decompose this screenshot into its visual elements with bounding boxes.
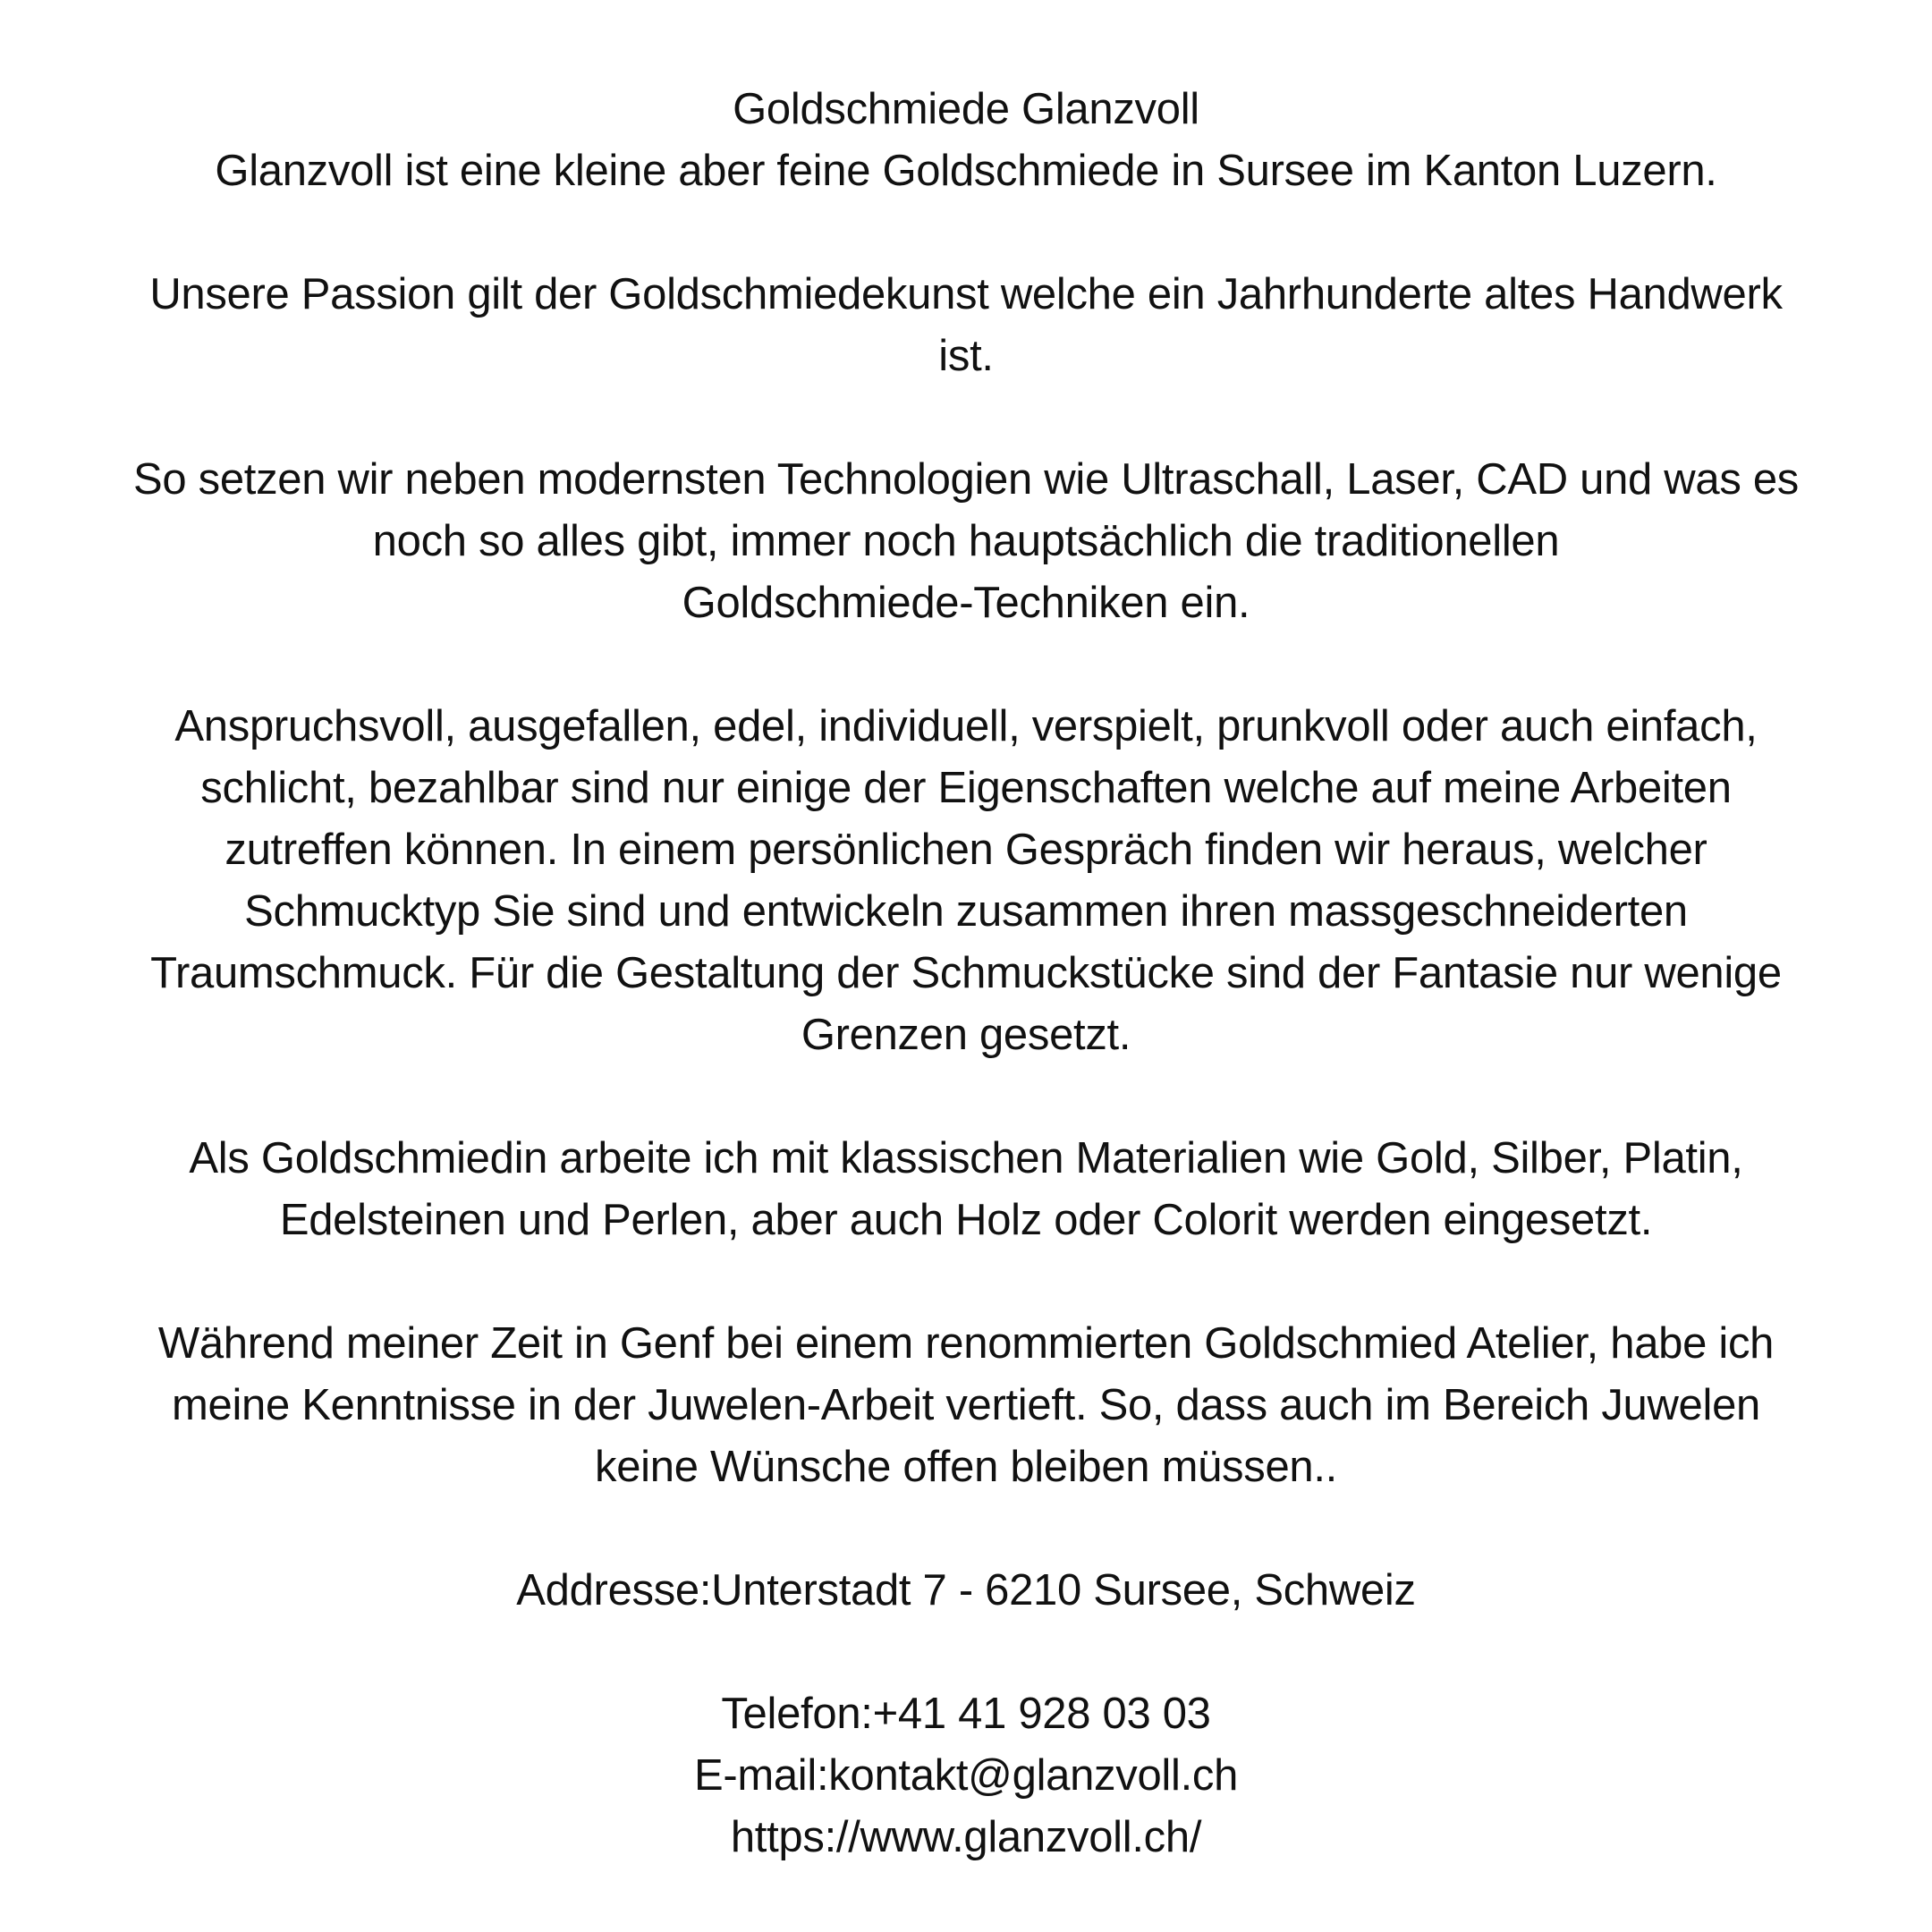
paragraph-line: keine Wünsche offen bleiben müssen.. [595, 1443, 1337, 1491]
paragraph-line: Anspruchsvoll, ausgefallen, edel, individuell, verspielt, prunkvoll oder auch einfach, [174, 702, 1758, 750]
intro-text: Glanzvoll ist eine kleine aber feine Goldschmiede in Sursee im Kanton Luzern. [215, 147, 1717, 195]
paragraph-line: Schmucktyp Sie sind und entwickeln zusammen ihren massgeschneiderten [244, 887, 1688, 936]
contact-block [45, 1683, 1887, 1868]
passion-paragraph [45, 264, 1887, 387]
paragraph-line: Edelsteinen und Perlen, aber auch Holz oder Colorit werden eingesetzt. [279, 1196, 1653, 1244]
paragraph-gap [45, 634, 1887, 696]
paragraph-gap [45, 1622, 1887, 1683]
paragraph-line: Während meiner Zeit in Genf bei einem renommierten Goldschmied Atelier, habe ich [157, 1319, 1775, 1368]
materials-paragraph [45, 1128, 1887, 1251]
paragraph-gap [45, 387, 1887, 449]
email-text: E-mail:kontakt@glanzvoll.ch [693, 1751, 1239, 1800]
paragraph-line: Grenzen gesetzt. [801, 1011, 1131, 1059]
geneva-paragraph [45, 1313, 1887, 1498]
paragraph-gap [45, 202, 1887, 264]
paragraph-line: ist. [938, 332, 994, 380]
page-title: Goldschmiede Glanzvoll [733, 85, 1199, 133]
paragraph-gap [45, 1251, 1887, 1313]
website-text: https://www.glanzvoll.ch/ [730, 1813, 1202, 1861]
paragraph-line: Traumschmuck. Für die Gestaltung der Schmuckstücke sind der Fantasie nur wenige [150, 949, 1782, 997]
paragraph-line: meine Kenntnisse in der Juwelen-Arbeit vertieft. So, dass auch im Bereich Juwelen [172, 1381, 1760, 1429]
paragraph-line: Goldschmiede-Techniken ein. [682, 579, 1250, 627]
paragraph-line: Als Goldschmiedin arbeite ich mit klassischen Materialien wie Gold, Silber, Platin, [189, 1134, 1743, 1182]
address-text: Addresse:Unterstadt 7 - 6210 Sursee, Schweiz [516, 1566, 1416, 1614]
technology-paragraph [45, 449, 1887, 634]
phone-text: Telefon:+41 41 928 03 03 [721, 1690, 1211, 1738]
paragraph-line: Unsere Passion gilt der Goldschmiedekunst welche ein Jahrhunderte altes Handwerk [149, 270, 1783, 318]
paragraph-line: zutreffen können. In einem persönlichen Gespräch finden wir heraus, welcher [225, 826, 1707, 874]
paragraph-gap [45, 1066, 1887, 1128]
style-paragraph [45, 696, 1887, 1066]
paragraph-line: So setzen wir neben modernsten Technologien wie Ultraschall, Laser, CAD und was es [132, 455, 1800, 504]
paragraph-gap [45, 1498, 1887, 1560]
paragraph-line: schlicht, bezahlbar sind nur einige der Eigenschaften welche auf meine Arbeiten [200, 764, 1732, 812]
paragraph-line: noch so alles gibt, immer noch hauptsächlich die traditionellen [372, 517, 1560, 565]
